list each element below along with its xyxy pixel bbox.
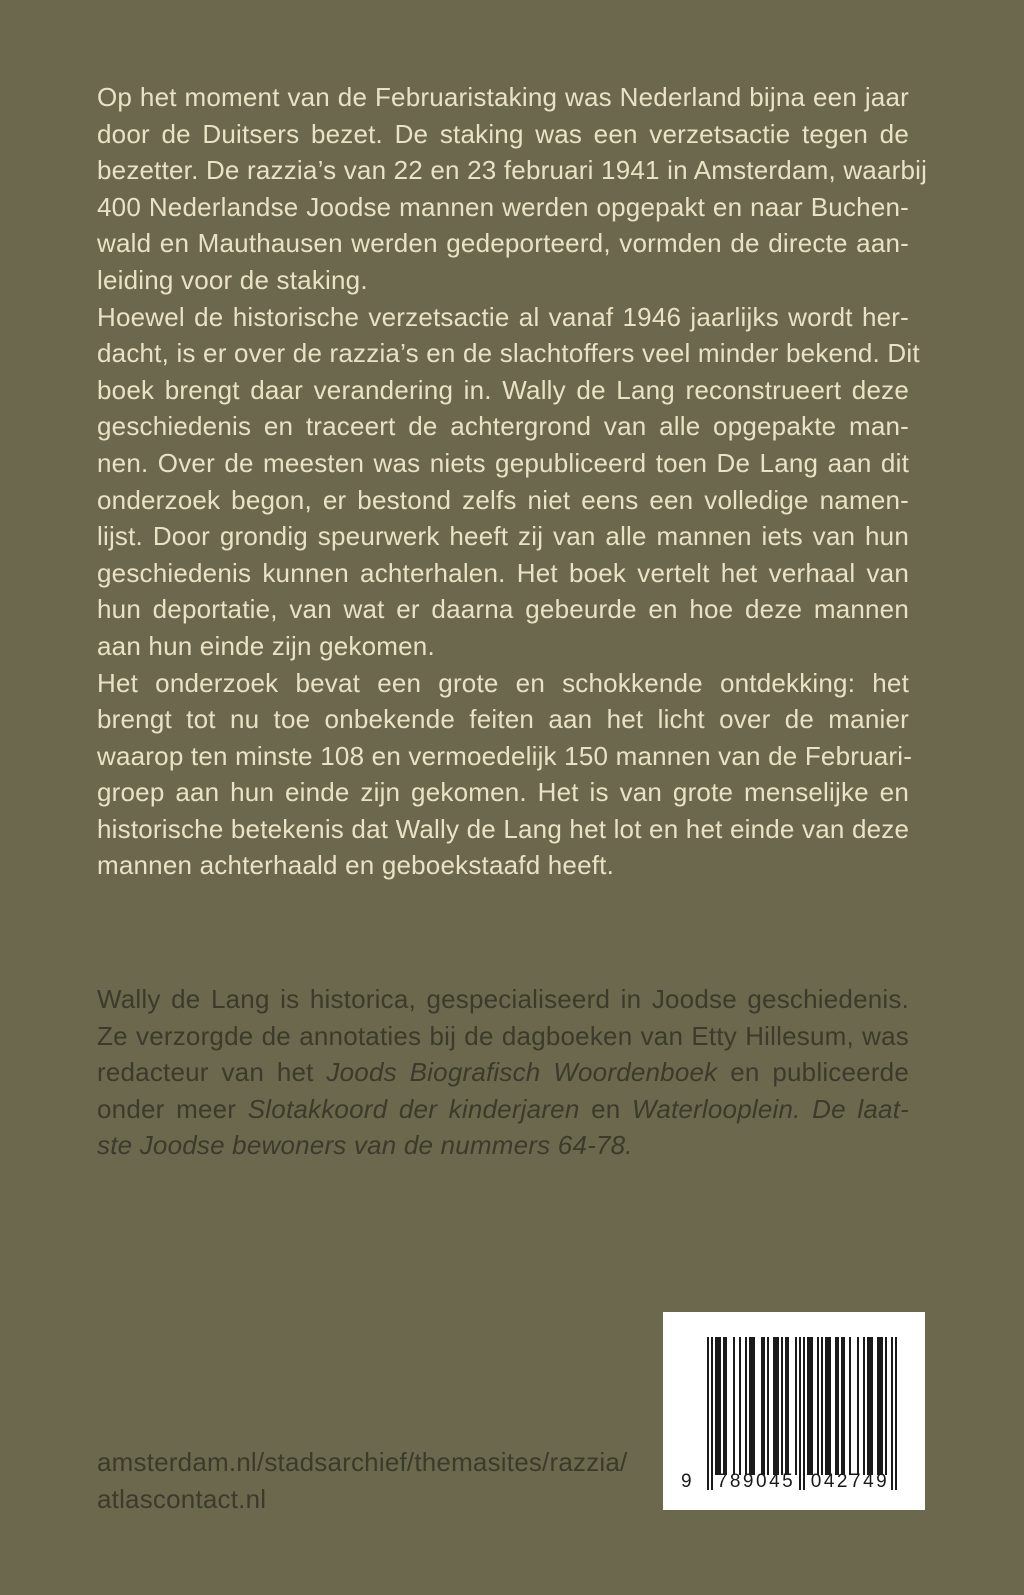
bio-text: redacteur van het <box>97 1057 327 1088</box>
synopsis-line: boek brengt daar verandering in. Wally de Lang reconstrueert deze <box>97 374 909 405</box>
synopsis-line: geschiedenis en traceert de achtergrond van alle opgepakte man- <box>97 411 909 442</box>
bio-line: Ze verzorgde de annotaties bij de dagboeken van Etty Hillesum, was <box>97 1020 909 1051</box>
synopsis-line: nen. Over de meesten was niets gepubliceerd toen De Lang aan dit <box>97 447 909 478</box>
bio-line <box>97 1091 909 1128</box>
synopsis-line: door de Duitsers bezet. De staking was een verzetsactie tegen de <box>97 118 909 149</box>
bio-text: en publiceerde <box>717 1057 909 1088</box>
synopsis-line: waarop ten minste 108 en vermoedelijk 150 mannen van de Februari- <box>97 740 913 771</box>
bio-text: onder meer <box>97 1093 248 1124</box>
book-title-italic: Joods Biografisch Woordenboek <box>326 1057 718 1088</box>
synopsis-line: wald en Mauthausen werden gedeporteerd, vormden de directe aan- <box>97 228 909 259</box>
author-bio <box>97 981 909 1164</box>
book-title-italic: Slotakkoord der kinderjaren <box>247 1093 580 1124</box>
barcode-digits-left: 789045 <box>716 1471 796 1492</box>
synopsis-line: historische betekenis dat Wally de Lang het lot en het einde van deze <box>97 813 910 844</box>
synopsis-line: Hoewel de historische verzetsactie al vanaf 1946 jaarlijks wordt her- <box>97 301 909 332</box>
synopsis-line: dacht, is er over de razzia’s en de slachtoffers veel minder bekend. Dit <box>97 338 920 369</box>
synopsis-line: aan hun einde zijn gekomen. <box>97 630 435 661</box>
synopsis-line: Op het moment van de Februaristaking was Nederland bijna een jaar <box>97 82 909 112</box>
synopsis-line: lijst. Door grondig speurwerk heeft zij van alle mannen iets van hun <box>97 521 909 552</box>
synopsis <box>97 79 928 884</box>
barcode-digits-right: 042749 <box>810 1471 890 1492</box>
barcode-digit-first: 9 <box>681 1471 692 1492</box>
synopsis-line: bezetter. De razzia’s van 22 en 23 februari 1941 in Amsterdam, waarbij <box>97 155 928 186</box>
synopsis-line: leiding voor de staking. <box>97 264 368 295</box>
url-stadsarchief: amsterdam.nl/stadsarchief/themasites/razzia/ <box>97 1447 628 1477</box>
synopsis-line: 400 Nederlandse Joodse mannen werden opgepakt en naar Buchen- <box>97 191 909 222</box>
url-atlascontact: atlascontact.nl <box>97 1483 267 1514</box>
bio-line <box>97 1054 909 1091</box>
synopsis-line: brengt tot nu toe onbekende feiten aan het licht over de manier <box>97 704 909 735</box>
barcode <box>663 1312 925 1510</box>
barcode-bars <box>707 1337 897 1490</box>
bio-line: ste Joodse bewoners van de nummers 64-78. <box>97 1130 633 1161</box>
synopsis-line: hun deportatie, van wat er daarna gebeurde en hoe deze mannen <box>97 594 909 625</box>
synopsis-line: onderzoek begon, er bestond zelfs niet eens een volledige namen- <box>97 484 909 515</box>
synopsis-line: groep aan hun einde zijn gekomen. Het is van grote menselijke en <box>97 777 909 808</box>
synopsis-line: mannen achterhaald en geboekstaafd heeft. <box>97 850 615 881</box>
bio-line: Wally de Lang is historica, gespecialiseerd in Joodse geschiedenis. <box>97 984 909 1014</box>
synopsis-line: Het onderzoek bevat een grote en schokkende ontdekking: het <box>97 667 909 698</box>
bio-text: en <box>579 1093 633 1124</box>
synopsis-line: geschiedenis kunnen achterhalen. Het boek vertelt het verhaal van <box>97 557 909 588</box>
book-title-italic: Waterlooplein. De laat- <box>632 1093 910 1124</box>
